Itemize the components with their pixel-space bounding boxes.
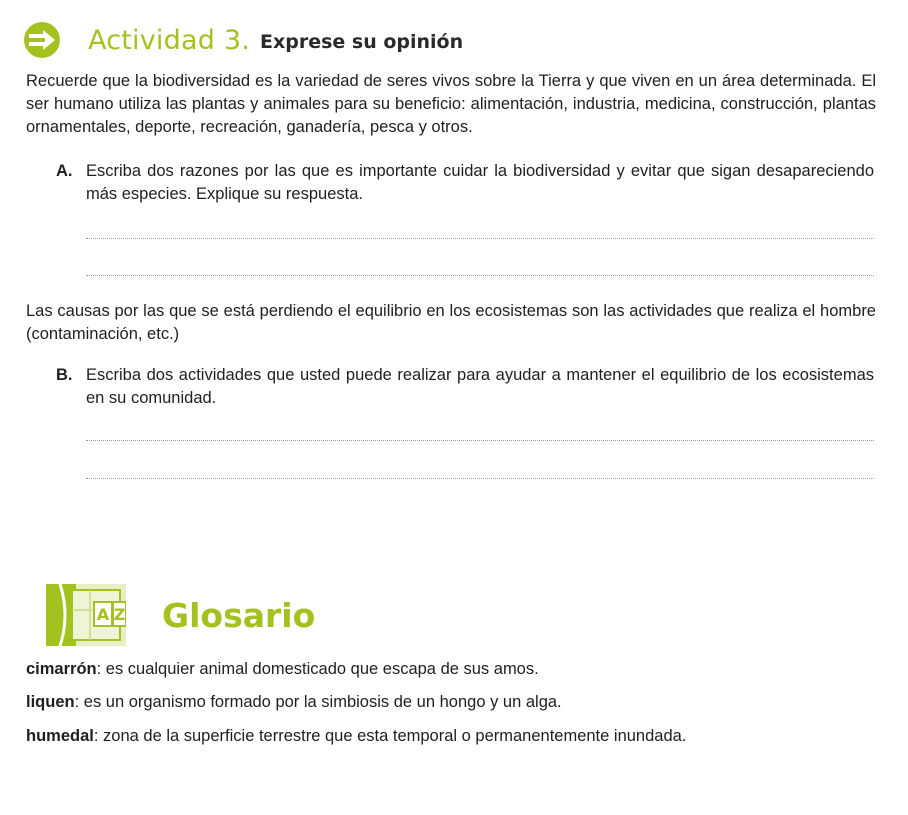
glossary-term: cimarrón: [26, 660, 97, 678]
answer-line-a2[interactable]: [86, 275, 874, 276]
question-b-text: Escriba dos actividades que usted puede realizar para ayudar a mantener el equilibrio de los ecosistemas en su comunidad.: [86, 366, 874, 407]
question-a-letter: A.: [56, 162, 73, 180]
glossary-definition: : zona de la superficie terrestre que esta temporal o permanentemente inundada.: [93, 727, 687, 745]
intro-paragraph: Recuerde que la biodiversidad es la variedad de seres vivos sobre la Tierra y que viven en un área determinada. El ser humano utiliza las plantas y animales para su beneficio: alimentación, industria, medicina, construcción, plantas ornamentales, deporte, recreación, ganadería, pesca y otros.: [26, 72, 876, 136]
question-b: [56, 364, 874, 410]
glossary-definition: : es un organismo formado por la simbiosis de un hongo y un alga.: [74, 693, 562, 711]
question-a: [56, 160, 874, 206]
activity-title: Actividad 3.: [88, 24, 250, 56]
glossary-icon-letter-z: Z: [113, 605, 126, 624]
question-a-text: Escriba dos razones por las que es importante cuidar la biodiversidad y evitar que sigan desapareciendo más especies. Explique su respuesta.: [86, 162, 874, 203]
answer-line-b1[interactable]: [86, 440, 874, 441]
glossary-term: liquen: [26, 693, 75, 711]
glossary-icon-letter-a: A: [96, 605, 110, 624]
glossary-definition: : es cualquier animal domesticado que escapa de sus amos.: [96, 660, 539, 678]
dictionary-az-icon: [46, 584, 126, 646]
activity-subtitle: Exprese su opinión: [259, 31, 464, 53]
activity-header: [22, 20, 463, 60]
glossary-item: [26, 725, 686, 747]
arrow-right-circle-icon: [22, 20, 62, 60]
glossary-item: [26, 658, 539, 680]
glossary-title: Glosario: [162, 595, 316, 635]
glossary-item: [26, 691, 562, 713]
answer-line-b2[interactable]: [86, 478, 874, 479]
answer-line-a1[interactable]: [86, 238, 874, 239]
causes-paragraph: Las causas por las que se está perdiendo el equilibrio en los ecosistemas son las actividades que realiza el hombre (contaminación, etc.): [26, 302, 876, 343]
glossary-term: humedal: [26, 727, 94, 745]
question-b-letter: B.: [56, 366, 73, 384]
glossary-header: [46, 584, 315, 646]
